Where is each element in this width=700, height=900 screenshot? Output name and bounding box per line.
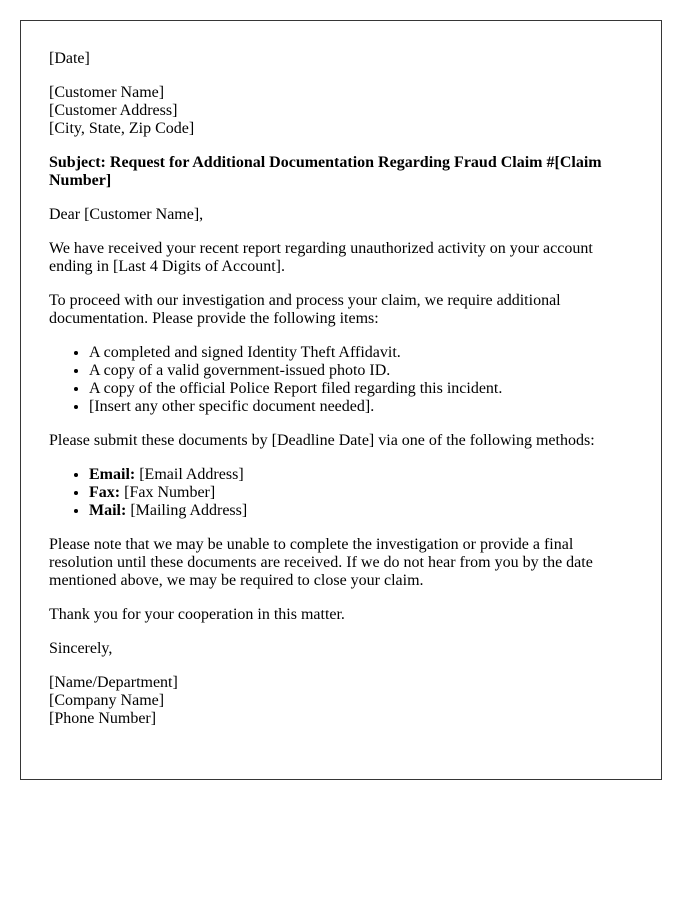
signature-company-name: [Company Name]	[49, 692, 165, 709]
paragraph-note: Please note that we may be unable to complete the investigation or provide a final resolution until these documents are received. If we do not hear from you by the date mentioned above, we may be required to close your claim.	[49, 536, 593, 589]
list-item: • A copy of a valid government-issued photo ID.	[89, 362, 629, 380]
signature-block	[49, 674, 629, 728]
method-label-mail: Mail:	[89, 502, 127, 519]
method-value-email: [Email Address]	[139, 466, 244, 483]
paragraph-require-documentation: To proceed with our investigation and process your claim, we require additional documentation. Please provide the following items:	[49, 292, 561, 327]
recipient-city-state-zip: [City, State, Zip Code]	[49, 120, 195, 137]
paragraph-thanks: Thank you for your cooperation in this matter.	[49, 606, 345, 623]
list-item	[89, 484, 629, 502]
recipient-address: [Customer Address]	[49, 102, 178, 119]
list-item: • [Insert any other specific document needed].	[89, 398, 629, 416]
method-value-fax: [Fax Number]	[124, 484, 216, 501]
recipient-name: [Customer Name]	[49, 84, 165, 101]
salutation: Dear [Customer Name],	[49, 206, 204, 223]
subject-line: Subject: Request for Additional Documentation Regarding Fraud Claim #[Claim Number]	[49, 154, 602, 189]
required-documents-list	[49, 344, 629, 416]
date-placeholder: [Date]	[49, 50, 90, 67]
method-label-email: Email:	[89, 466, 136, 483]
list-item	[89, 502, 629, 520]
method-label-fax: Fax:	[89, 484, 121, 501]
signature-name-department: [Name/Department]	[49, 674, 178, 691]
paragraph-submit-by: Please submit these documents by [Deadline Date] via one of the following methods:	[49, 432, 595, 449]
paragraph-report-received: We have received your recent report regarding unauthorized activity on your account ending in [Last 4 Digits of Account].	[49, 240, 593, 275]
list-item: • A copy of the official Police Report filed regarding this incident.	[89, 380, 629, 398]
recipient-address-block	[49, 84, 629, 138]
list-item	[89, 466, 629, 484]
letter-document	[20, 20, 662, 780]
method-value-mail: [Mailing Address]	[130, 502, 248, 519]
list-item: • A completed and signed Identity Theft Affidavit.	[89, 344, 629, 362]
closing: Sincerely,	[49, 640, 113, 657]
signature-phone-number: [Phone Number]	[49, 710, 157, 727]
submission-methods-list	[49, 466, 629, 520]
